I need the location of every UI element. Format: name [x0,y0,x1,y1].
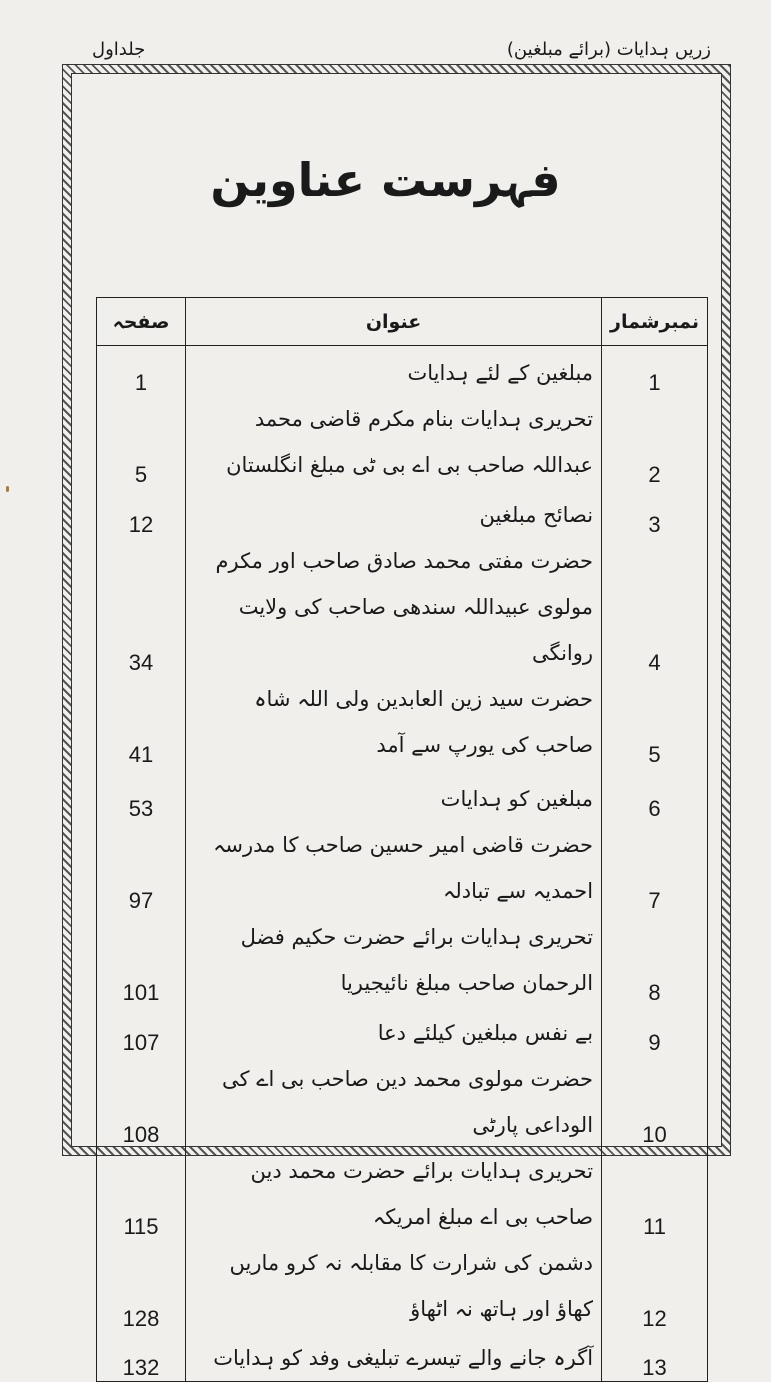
toc-page: 5 [97,396,186,488]
toc-row [97,488,708,538]
toc-number: 5 [602,676,708,768]
toc-row [97,768,708,822]
toc-page: 1 [97,346,186,396]
toc-number: 8 [602,914,708,1006]
toc-body [97,346,708,1382]
toc-title: حضرت مولوی محمد دین صاحب بی اے کی الوداعی پارٹی [186,1056,602,1148]
toc-number: 1 [602,346,708,396]
toc-row [97,914,708,1006]
toc-title: حضرت سید زین العابدین ولی اللہ شاہ صاحب کی یورپ سے آمد [186,676,602,768]
toc-row [97,676,708,768]
toc-row [97,1056,708,1148]
toc-page: 108 [97,1056,186,1148]
toc-title: مبلغین کے لئے ہدایات [186,346,602,396]
toc-title: مبلغین کو ہدایات [186,768,602,822]
toc-page: 53 [97,768,186,822]
toc-page: 34 [97,538,186,676]
toc-page: 132 [97,1332,186,1382]
toc-row [97,822,708,914]
toc-title: نصائح مبلغین [186,488,602,538]
page-title: فہرست عناوین [210,153,561,207]
toc-row [97,1148,708,1240]
table-of-contents [96,297,708,1382]
toc-page: 107 [97,1006,186,1056]
header-title: عنوان [186,298,602,346]
toc-number: 11 [602,1148,708,1240]
toc-title: بے نفس مبلغین کیلئے دعا [186,1006,602,1056]
toc-page: 128 [97,1240,186,1332]
header-page: صفحہ [97,298,186,346]
toc-number: 13 [602,1332,708,1382]
toc-number: 7 [602,822,708,914]
table-header-row [97,298,708,346]
book-title: زریں ہدایات (برائے مبلغین) [506,39,711,60]
toc-title: حضرت قاضی امیر حسین صاحب کا مدرسہ احمدیہ سے تبادلہ [186,822,602,914]
toc-number: 12 [602,1240,708,1332]
toc-number: 4 [602,538,708,676]
volume-label: جلداول [92,39,146,60]
toc-title: حضرت مفتی محمد صادق صاحب اور مکرم مولوی عبیداللہ سندھی صاحب کی ولایت روانگی [186,538,602,676]
toc-number: 2 [602,396,708,488]
toc-title: دشمن کی شرارت کا مقابلہ نہ کرو ماریں کھاؤ اور ہاتھ نہ اٹھاؤ [186,1240,602,1332]
toc-number: 9 [602,1006,708,1056]
toc-title: تحریری ہدایات بنام مکرم قاضی محمد عبداللہ صاحب بی اے بی ٹی مبلغ انگلستان [186,396,602,488]
toc-page: 97 [97,822,186,914]
toc-number: 6 [602,768,708,822]
toc-number: 3 [602,488,708,538]
toc-row [97,1332,708,1382]
stray-mark [6,486,9,492]
toc-title: تحریری ہدایات برائے حضرت محمد دین صاحب بی اے مبلغ امریکہ [186,1148,602,1240]
toc-row [97,1240,708,1332]
running-header [92,38,711,62]
toc-page: 41 [97,676,186,768]
toc-row [97,396,708,488]
toc-title: آگرہ جانے والے تیسرے تبلیغی وفد کو ہدایات [186,1332,602,1382]
toc-page: 12 [97,488,186,538]
header-number: نمبرشمار [602,298,708,346]
toc-row [97,1006,708,1056]
toc-row [97,346,708,396]
toc-number: 10 [602,1056,708,1148]
toc-page: 101 [97,914,186,1006]
toc-row [97,538,708,676]
toc-page: 115 [97,1148,186,1240]
toc-title: تحریری ہدایات برائے حضرت حکیم فضل الرحمان صاحب مبلغ نائیجیریا [186,914,602,1006]
